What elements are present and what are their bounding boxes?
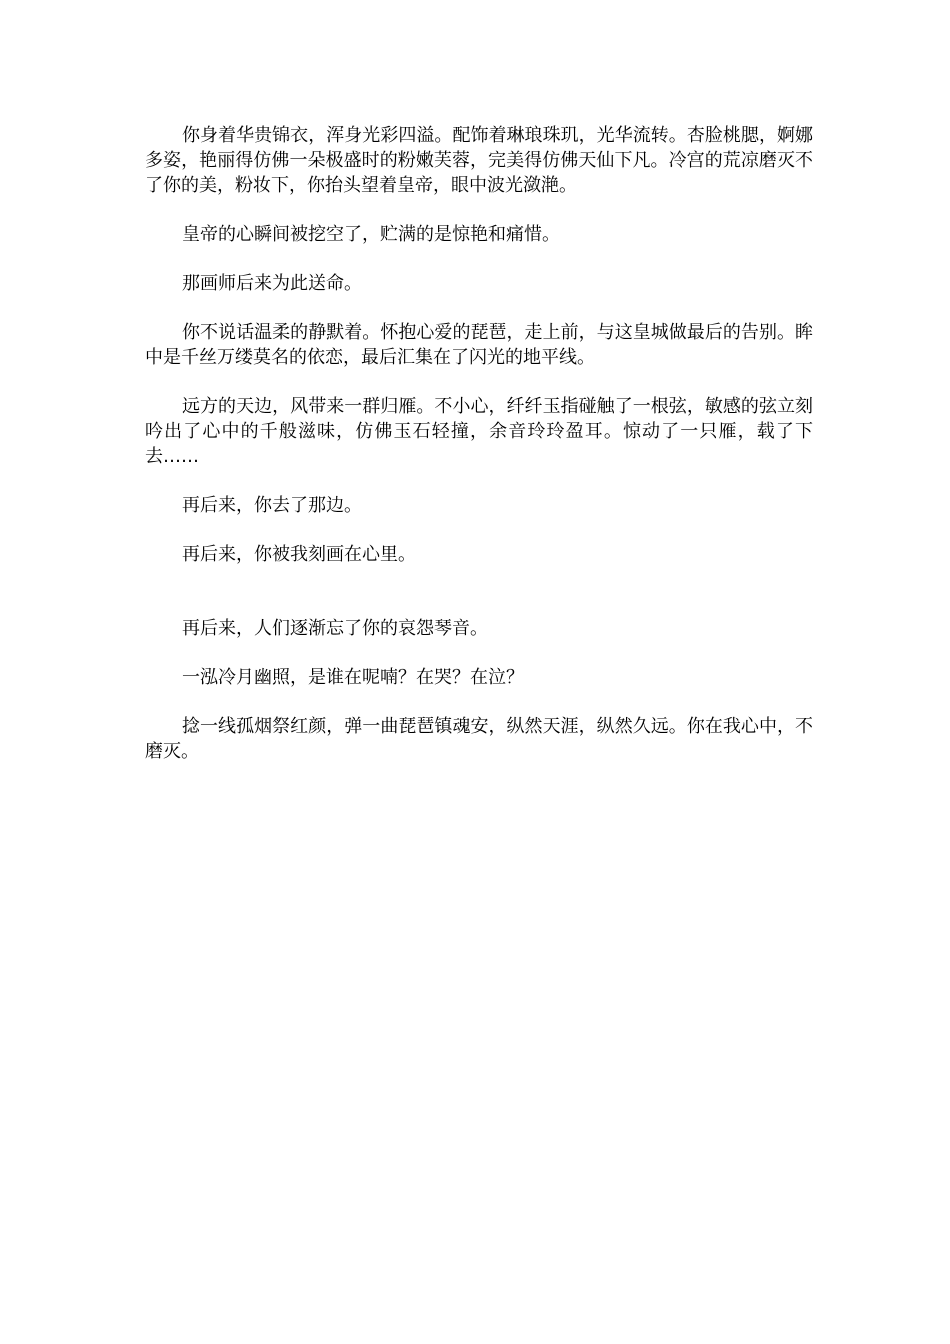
paragraph-1: 你身着华贵锦衣，浑身光彩四溢。配饰着琳琅珠玑，光华流转。杏脸桃腮，婀娜多姿，艳丽得仿佛一朵极盛时的粉嫩芙蓉，完美得仿佛天仙下凡。冷宫的荒凉磨灭不了你的美，粉妆下，你抬头望着皇帝，眼中波光潋滟。	[145, 125, 813, 196]
paragraph-5: 远方的天边，风带来一群归雁。不小心，纤纤玉指碰触了一根弦，敏感的弦立刻吟出了心中的千般滋味，仿佛玉石轻撞，余音玲玲盈耳。惊动了一只雁，载了下去……	[145, 396, 813, 467]
paragraph-8: 再后来，人们逐渐忘了你的哀怨琴音。	[182, 618, 488, 639]
paragraph-4: 你不说话温柔的静默着。怀抱心爱的琵琶，走上前，与这皇城做最后的告别。眸中是千丝万缕莫名的依恋，最后汇集在了闪光的地平线。	[145, 322, 813, 368]
paragraph-9: 一泓冷月幽照，是谁在呢喃？在哭？在泣？	[182, 667, 524, 688]
paragraph-2: 皇帝的心瞬间被挖空了，贮满的是惊艳和痛惜。	[182, 224, 560, 245]
paragraph-10: 捻一线孤烟祭红颜，弹一曲琵琶镇魂安，纵然天涯，纵然久远。你在我心中，不磨灭。	[145, 716, 813, 762]
document-body	[145, 123, 813, 788]
paragraph-6: 再后来，你去了那边。	[182, 495, 362, 516]
paragraph-3: 那画师后来为此送命。	[182, 273, 362, 294]
paragraph-7: 再后来，你被我刻画在心里。	[182, 544, 416, 565]
